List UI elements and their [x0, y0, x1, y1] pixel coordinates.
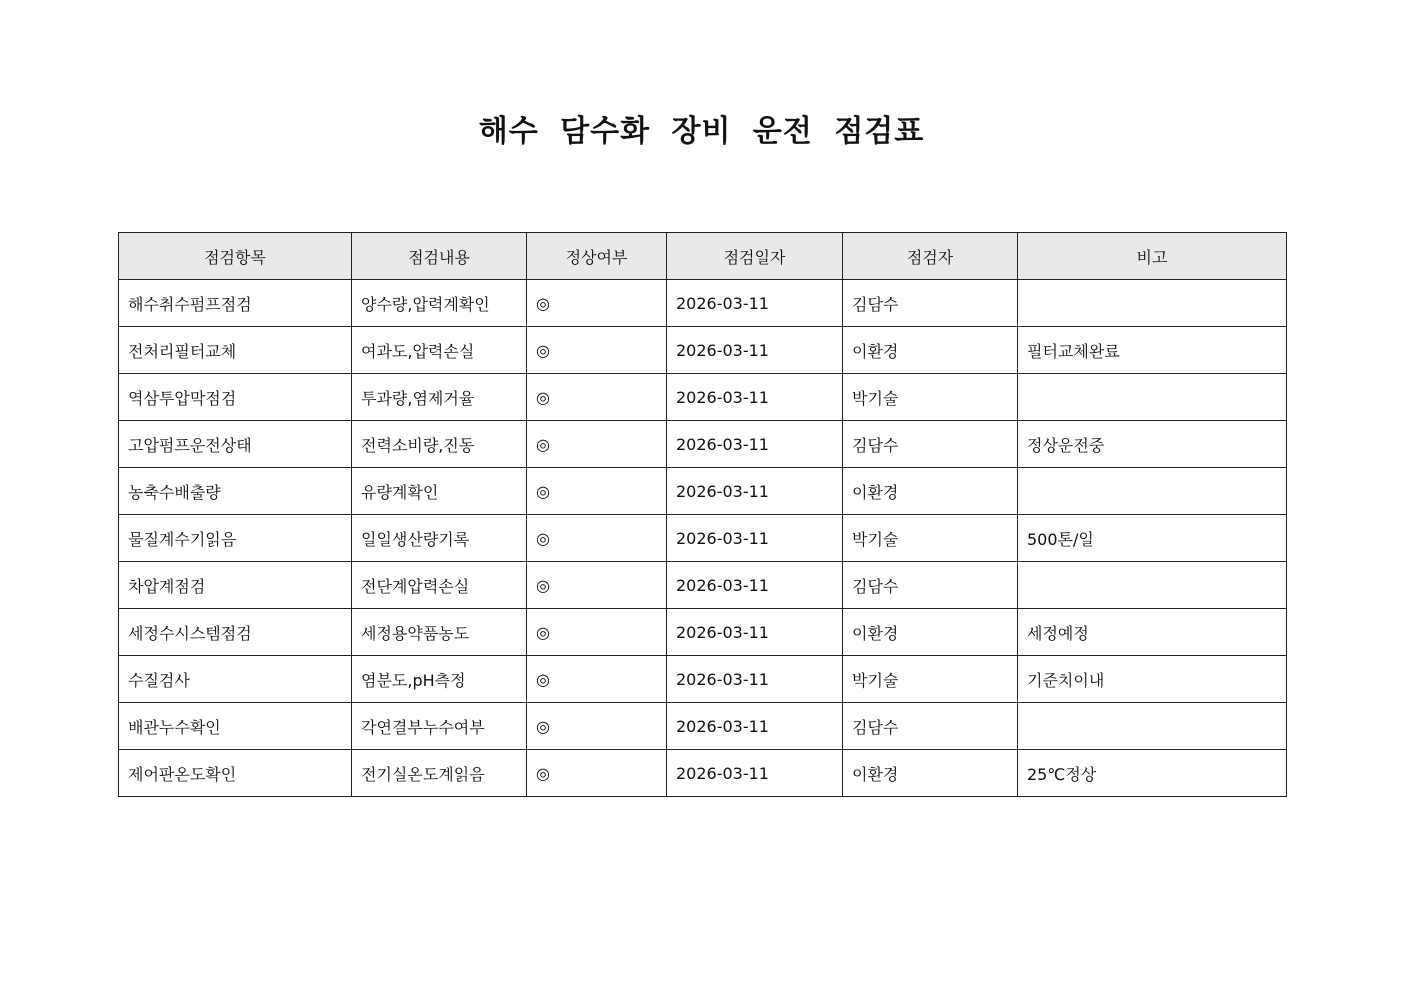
- cell-inspection-item: 세정수시스템점검: [119, 609, 352, 656]
- cell-inspection-item: 역삼투압막점검: [119, 374, 352, 421]
- cell-remarks: [1018, 468, 1287, 515]
- cell-inspector: 김담수: [843, 703, 1018, 750]
- cell-inspector: 박기술: [843, 515, 1018, 562]
- table-row: [119, 421, 1287, 468]
- cell-inspection-content: 전기실온도계읽음: [352, 750, 527, 797]
- cell-remarks: [1018, 280, 1287, 327]
- cell-inspection-content: 일일생산량기록: [352, 515, 527, 562]
- cell-inspection-content: 투과량,염제거율: [352, 374, 527, 421]
- cell-normal-status: ◎: [527, 374, 667, 421]
- cell-inspector: 김담수: [843, 562, 1018, 609]
- header-inspection-date: 점검일자: [667, 233, 843, 280]
- cell-inspection-item: 차압계점검: [119, 562, 352, 609]
- cell-inspection-date: 2026-03-11: [667, 515, 843, 562]
- cell-remarks: 필터교체완료: [1018, 327, 1287, 374]
- cell-normal-status: ◎: [527, 656, 667, 703]
- cell-inspection-content: 전력소비량,진동: [352, 421, 527, 468]
- cell-inspection-item: 해수취수펌프점검: [119, 280, 352, 327]
- cell-inspector: 이환경: [843, 327, 1018, 374]
- cell-normal-status: ◎: [527, 515, 667, 562]
- cell-inspection-date: 2026-03-11: [667, 421, 843, 468]
- header-inspection-item: 점검항목: [119, 233, 352, 280]
- cell-inspector: 이환경: [843, 468, 1018, 515]
- cell-inspector: 김담수: [843, 421, 1018, 468]
- cell-normal-status: ◎: [527, 609, 667, 656]
- cell-inspector: 박기술: [843, 656, 1018, 703]
- table-row: [119, 374, 1287, 421]
- cell-inspection-content: 각연결부누수여부: [352, 703, 527, 750]
- table-row: [119, 515, 1287, 562]
- cell-inspection-content: 전단계압력손실: [352, 562, 527, 609]
- cell-inspection-date: 2026-03-11: [667, 374, 843, 421]
- cell-remarks: [1018, 562, 1287, 609]
- cell-inspection-item: 배관누수확인: [119, 703, 352, 750]
- inspection-table: [118, 232, 1287, 797]
- cell-inspector: 김담수: [843, 280, 1018, 327]
- cell-inspection-content: 염분도,pH측정: [352, 656, 527, 703]
- table-row: [119, 656, 1287, 703]
- cell-inspection-date: 2026-03-11: [667, 327, 843, 374]
- cell-normal-status: ◎: [527, 703, 667, 750]
- header-remarks: 비고: [1018, 233, 1287, 280]
- cell-inspection-date: 2026-03-11: [667, 750, 843, 797]
- cell-inspection-item: 수질검사: [119, 656, 352, 703]
- cell-remarks: 25℃정상: [1018, 750, 1287, 797]
- cell-normal-status: ◎: [527, 562, 667, 609]
- table-row: [119, 750, 1287, 797]
- header-normal-status: 정상여부: [527, 233, 667, 280]
- table-header-row: [119, 233, 1287, 280]
- table-row: [119, 703, 1287, 750]
- table-row: [119, 609, 1287, 656]
- header-inspection-content: 점검내용: [352, 233, 527, 280]
- cell-inspection-date: 2026-03-11: [667, 468, 843, 515]
- cell-inspection-date: 2026-03-11: [667, 562, 843, 609]
- cell-inspector: 이환경: [843, 750, 1018, 797]
- cell-inspection-content: 양수량,압력계확인: [352, 280, 527, 327]
- table-row: [119, 468, 1287, 515]
- cell-inspection-content: 여과도,압력손실: [352, 327, 527, 374]
- page-title: 해수 담수화 장비 운전 점검표: [478, 114, 925, 149]
- table-row: [119, 562, 1287, 609]
- cell-remarks: 정상운전중: [1018, 421, 1287, 468]
- cell-inspection-content: 세정용약품농도: [352, 609, 527, 656]
- header-inspector: 점검자: [843, 233, 1018, 280]
- cell-normal-status: ◎: [527, 327, 667, 374]
- cell-remarks: [1018, 374, 1287, 421]
- cell-inspection-date: 2026-03-11: [667, 703, 843, 750]
- cell-normal-status: ◎: [527, 421, 667, 468]
- cell-inspection-date: 2026-03-11: [667, 656, 843, 703]
- cell-remarks: [1018, 703, 1287, 750]
- table-row: [119, 327, 1287, 374]
- cell-inspection-item: 물질계수기읽음: [119, 515, 352, 562]
- cell-remarks: 기준치이내: [1018, 656, 1287, 703]
- cell-inspection-date: 2026-03-11: [667, 280, 843, 327]
- cell-inspection-item: 농축수배출량: [119, 468, 352, 515]
- table-row: [119, 280, 1287, 327]
- cell-remarks: 500톤/일: [1018, 515, 1287, 562]
- cell-inspection-item: 고압펌프운전상태: [119, 421, 352, 468]
- cell-normal-status: ◎: [527, 280, 667, 327]
- cell-inspection-item: 제어판온도확인: [119, 750, 352, 797]
- cell-normal-status: ◎: [527, 750, 667, 797]
- cell-inspection-date: 2026-03-11: [667, 609, 843, 656]
- cell-inspection-content: 유량계확인: [352, 468, 527, 515]
- cell-inspector: 이환경: [843, 609, 1018, 656]
- cell-normal-status: ◎: [527, 468, 667, 515]
- cell-inspector: 박기술: [843, 374, 1018, 421]
- cell-inspection-item: 전처리필터교체: [119, 327, 352, 374]
- cell-remarks: 세정예정: [1018, 609, 1287, 656]
